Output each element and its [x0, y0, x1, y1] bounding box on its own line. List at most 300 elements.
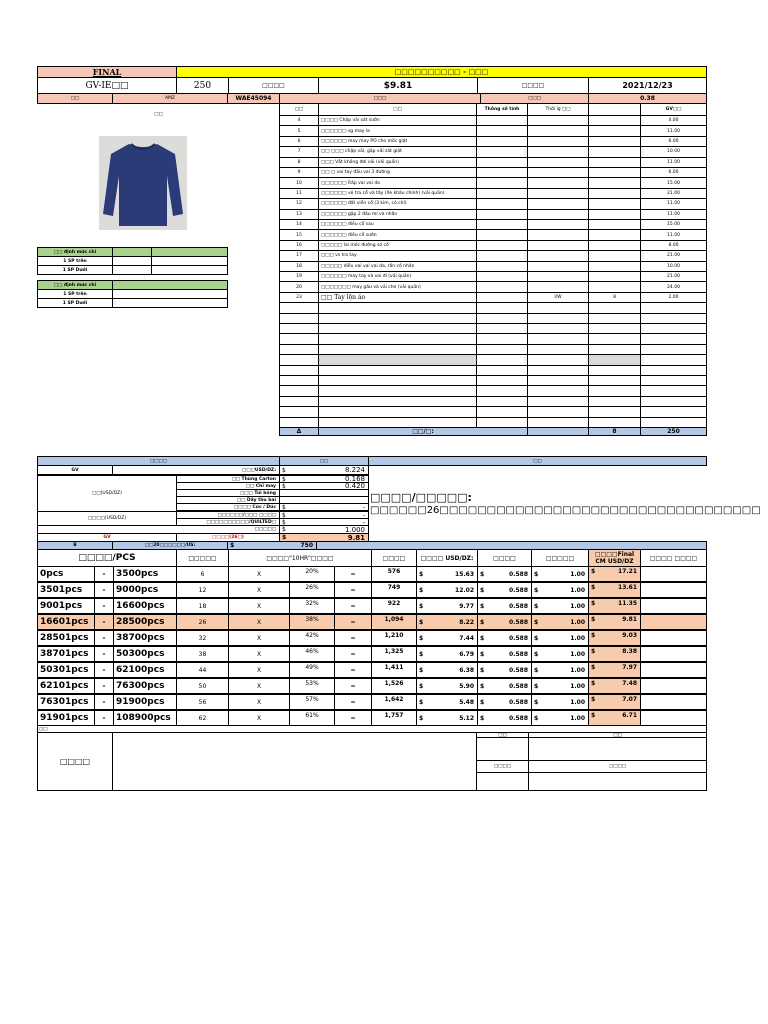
price-value: $9.81	[318, 77, 478, 94]
tier-to: 16600pcs	[113, 598, 177, 614]
header-cell-4: □□□	[279, 93, 481, 104]
tier-cm-val: 7.48	[622, 680, 637, 687]
dollar-sign: $	[282, 503, 286, 511]
tier-o-val: 1.00	[570, 618, 585, 626]
tier-cm-val: 7.97	[622, 664, 637, 671]
footer-h1: □□	[476, 732, 529, 738]
tier-row	[37, 678, 707, 694]
footer-h2: □□	[528, 732, 707, 738]
tier-n: 32	[176, 630, 229, 646]
op-number: 4	[279, 115, 319, 126]
spec-cell	[112, 298, 228, 308]
tier-v: 1,411	[371, 662, 417, 678]
ops-total-label: □□/□:	[318, 427, 528, 436]
tier-m-val: 0.588	[509, 618, 528, 626]
tier-cm	[588, 598, 641, 614]
shirt-icon	[99, 136, 187, 230]
tier-m	[477, 678, 532, 694]
tier-cm	[588, 710, 641, 726]
op-number: 6	[279, 136, 319, 147]
op-value: 8.00	[640, 240, 707, 251]
tier-cm-val: 11.35	[618, 600, 637, 607]
spec-row-2: 1 SP Dưới	[37, 265, 113, 275]
op-number: 5	[279, 125, 319, 136]
ops-total-qty: 8	[588, 427, 641, 436]
row-b-desc: □□20□□□□□□/US:	[112, 541, 228, 550]
op-name: □□□□ Chập vải sát sườn	[318, 115, 477, 126]
tier-dash: -	[94, 646, 114, 662]
op-name: □□□ Vắt không đơi vải (vải quần)	[318, 157, 477, 168]
tier-v: 1,325	[371, 646, 417, 662]
dollar-sign: $	[534, 650, 539, 658]
dollar-sign: $	[480, 650, 485, 658]
tier-x: X	[228, 614, 290, 630]
tier-cm-val: 17.21	[618, 568, 637, 575]
tier-n: 56	[176, 694, 229, 710]
op-value: 10.00	[640, 261, 707, 272]
footer-label: □□□□	[37, 732, 113, 791]
tier-usd	[416, 694, 478, 710]
op-value: 11.00	[640, 198, 707, 209]
tier-row	[37, 662, 707, 678]
tier-v: 922	[371, 598, 417, 614]
spec-label-2: □□ định mức chỉ	[37, 280, 113, 290]
tier-o	[531, 598, 589, 614]
op-name: □□□□□□ đất viền cổ (3 kim, có chỉ)	[318, 198, 477, 209]
footer-cell	[528, 737, 707, 761]
tier-n: 62	[176, 710, 229, 726]
cost-bar-right: □□	[368, 456, 707, 466]
tier-dash: -	[94, 566, 114, 582]
dollar-sign: $	[419, 634, 424, 642]
dollar-sign: $	[480, 698, 485, 706]
footer-cell	[476, 737, 529, 761]
op-name: □□ □ vai tay đầu vai 3 đường	[318, 167, 477, 178]
tier-o-val: 1.00	[570, 570, 585, 578]
tier-n: 6	[176, 566, 229, 582]
tier-extra	[640, 646, 707, 662]
op-number: 11	[279, 188, 319, 199]
customer-label: □□	[37, 93, 113, 104]
tier-x: X	[228, 678, 290, 694]
dollar-sign: $	[591, 584, 596, 591]
cost-bar-left: □□□□	[37, 456, 280, 466]
tier-o-val: 1.00	[570, 650, 585, 658]
tier-cm	[588, 662, 641, 678]
op-number: 12	[279, 198, 319, 209]
tier-x: X	[228, 646, 290, 662]
cost-usd-val: 8.224	[344, 466, 365, 474]
dollar-sign: $	[282, 526, 286, 533]
dollar-sign: $	[534, 714, 539, 722]
dollar-sign: $	[419, 698, 424, 706]
tier-pct: 42%	[289, 630, 335, 646]
cost-gv: GV	[37, 465, 113, 475]
tier-cm-val: 7.07	[622, 696, 637, 703]
tier-m-val: 0.588	[509, 586, 528, 594]
cost-carton-label: □□ Thùng Carton	[176, 475, 280, 483]
cost-cuc-value	[279, 503, 369, 511]
op-name: □□□□□□ may tay và vai đi (vải quần)	[318, 271, 477, 282]
tier-eq: =	[334, 614, 372, 630]
tier-to: 9000pcs	[113, 582, 177, 598]
tier-usd	[416, 662, 478, 678]
tier-o	[531, 662, 589, 678]
tier-from: 16601pcs	[37, 614, 95, 630]
tier-m	[477, 630, 532, 646]
tier-o	[531, 614, 589, 630]
tier-o	[531, 694, 589, 710]
op-value: 10.00	[640, 146, 707, 157]
dollar-sign: $	[282, 534, 287, 541]
price-label: □□□□	[228, 77, 319, 94]
header-row-2	[37, 77, 707, 94]
dollar-sign: $	[480, 570, 485, 578]
tier-usd-val: 6.79	[459, 650, 474, 658]
op-number: 23	[279, 292, 319, 303]
tier-v: 1,210	[371, 630, 417, 646]
tier-v: 1,526	[371, 678, 417, 694]
dollar-sign: $	[480, 602, 485, 610]
ops-total-blank	[527, 427, 589, 436]
tier-m-val: 0.588	[509, 634, 528, 642]
dollar-sign: $	[534, 682, 539, 690]
tier-usd-val: 5.12	[459, 714, 474, 722]
cost-left-2: □□□□(USD/DZ)	[37, 511, 177, 526]
tier-extra	[640, 694, 707, 710]
tier-eq: =	[334, 566, 372, 582]
tier-extra	[640, 566, 707, 582]
ops-col-price: GV□□	[640, 103, 707, 116]
ops-col-time: Thời lg □□	[527, 103, 589, 116]
tier-x: X	[228, 582, 290, 598]
op-value: 15.00	[640, 219, 707, 230]
dollar-sign: $	[419, 618, 424, 626]
op-number: 13	[279, 209, 319, 220]
tier-m-val: 0.588	[509, 650, 528, 658]
tier-usd	[416, 710, 478, 726]
op-name: □□□□□□ điều cổ sườn	[318, 229, 477, 240]
tier-to: 3500pcs	[113, 566, 177, 582]
tier-m	[477, 694, 532, 710]
tier-o-val: 1.00	[570, 586, 585, 594]
op-name: □□□□□ lai móc đường sơ cổ	[318, 240, 477, 251]
footer-notes	[112, 732, 477, 791]
tier-cm-val: 13.61	[618, 584, 637, 591]
tier-pct: 53%	[289, 678, 335, 694]
footer-b2: □□□□	[528, 760, 707, 773]
tier-m-val: 0.588	[509, 714, 528, 722]
tier-dash: -	[94, 710, 114, 726]
tier-usd-val: 5.48	[459, 698, 474, 706]
tier-o-val: 1.00	[570, 602, 585, 610]
cost-thread-val: 0.420	[344, 482, 365, 490]
op-value: 15.00	[640, 177, 707, 188]
tier-m	[477, 582, 532, 598]
dollar-sign: $	[480, 714, 485, 722]
row-b-label: B	[37, 541, 113, 550]
dollar-sign: $	[480, 586, 485, 594]
dollar-sign: $	[480, 682, 485, 690]
op-name: □□□□□□ sg may la	[318, 125, 477, 136]
dollar-sign: $	[591, 568, 596, 575]
tier-pct: 20%	[289, 566, 335, 582]
spec-label-1: □□ định mức chỉ	[37, 247, 113, 257]
tier-dash: -	[94, 662, 114, 678]
tier-o	[531, 678, 589, 694]
tier-extra	[640, 662, 707, 678]
op-name: □□□□□□□ may gấu và vải che (vải quần)	[318, 281, 477, 292]
tier-extra	[640, 614, 707, 630]
spec-row-1: 1 SP trên	[37, 256, 113, 266]
tier-cm	[588, 646, 641, 662]
op-number: 14	[279, 219, 319, 230]
spec-row-4: 1 SP Dưới	[37, 298, 113, 308]
tier-row	[37, 646, 707, 662]
tier-extra	[640, 678, 707, 694]
dollar-sign: $	[480, 618, 485, 626]
footer-cell	[476, 772, 529, 791]
tier-usd	[416, 614, 478, 630]
tier-m	[477, 710, 532, 726]
op-value: 21.00	[640, 271, 707, 282]
tier-dash: -	[94, 678, 114, 694]
tier-to: 28500pcs	[113, 614, 177, 630]
tier-to: 50300pcs	[113, 646, 177, 662]
ops-total-value: 250	[640, 427, 707, 436]
tier-col-extra: □□□□ □□□□	[640, 549, 707, 567]
tier-to: 76300pcs	[113, 678, 177, 694]
tier-x: X	[228, 598, 290, 614]
ops-total-delta: Δ	[279, 427, 319, 436]
tier-extra	[640, 710, 707, 726]
tier-from: 0pcs	[37, 566, 95, 582]
cost-thread-label: □□ Chỉ may	[176, 482, 280, 490]
tier-row	[37, 566, 707, 582]
cost-note-1: □□□□/□□□□□:	[370, 490, 472, 504]
tier-n: 50	[176, 678, 229, 694]
tier-m	[477, 614, 532, 630]
op-value: 21.00	[640, 188, 707, 199]
tier-o	[531, 646, 589, 662]
op-value: 24.00	[640, 281, 707, 292]
tier-m	[477, 598, 532, 614]
op-name: □□□□□□ điều cổ sau	[318, 219, 477, 230]
dollar-sign: $	[419, 650, 424, 658]
tier-x: X	[228, 630, 290, 646]
tier-eq: =	[334, 630, 372, 646]
tier-usd	[416, 582, 478, 598]
op-value: 11.00	[640, 229, 707, 240]
tier-m	[477, 646, 532, 662]
tier-to: 91900pcs	[113, 694, 177, 710]
cost-usd-label: □□□USD/DZ:	[112, 465, 280, 475]
final-label: FINAL	[37, 66, 177, 78]
tier-n: 38	[176, 646, 229, 662]
dollar-sign: $	[534, 634, 539, 642]
tier-extra	[640, 582, 707, 598]
dollar-sign: $	[419, 682, 424, 690]
cost-quilted-label: □□□□□□□□□□/QUILTED□	[176, 518, 280, 526]
tier-x: X	[228, 710, 290, 726]
cost-carton-val: 0.168	[344, 475, 365, 483]
tier-header	[37, 549, 707, 567]
tier-cm	[588, 582, 641, 598]
cost-dash: -	[362, 503, 365, 511]
op-number: 17	[279, 250, 319, 261]
tier-m-val: 0.588	[509, 602, 528, 610]
cost-dash: -	[362, 518, 365, 526]
row-b-val: 750	[300, 542, 313, 549]
dollar-sign: $	[534, 586, 539, 594]
dollar-sign: $	[419, 666, 424, 674]
tier-n: 12	[176, 582, 229, 598]
cost-red-label: □□□□(26□)	[176, 533, 280, 542]
tier-col-range: □□□□/PCS	[37, 549, 177, 567]
dollar-sign: $	[419, 602, 424, 610]
tier-n: 44	[176, 662, 229, 678]
tier-col-n: □□□□□	[176, 549, 229, 567]
tier-v: 749	[371, 582, 417, 598]
tier-cm	[588, 678, 641, 694]
op-name: □□□ vs tra tay	[318, 250, 477, 261]
tier-row	[37, 614, 707, 630]
tier-o	[531, 630, 589, 646]
tier-cm-val: 9.81	[622, 616, 637, 623]
op-value: 2.00	[640, 292, 707, 303]
op-number: 15	[279, 229, 319, 240]
tier-o	[531, 582, 589, 598]
tier-o-val: 1.00	[570, 666, 585, 674]
tier-cm-val: 6.71	[622, 712, 637, 719]
tier-m	[477, 566, 532, 582]
tier-cm	[588, 614, 641, 630]
dollar-sign: $	[534, 618, 539, 626]
tier-usd	[416, 678, 478, 694]
cost-belt-label: □□ Dây thu bai	[176, 496, 280, 504]
cost-bar-mid: □□	[279, 456, 369, 466]
dollar-sign: $	[591, 616, 596, 623]
header-cell-5: □□□	[480, 93, 589, 104]
tier-usd-val: 8.22	[459, 618, 474, 626]
op-name: □□□□□ diễu vai vai vai da, rắn cố nhãn	[318, 261, 477, 272]
op-number: 8	[279, 157, 319, 168]
op-value: 21.00	[640, 250, 707, 261]
tier-o-val: 1.00	[570, 682, 585, 690]
tier-from: 76301pcs	[37, 694, 95, 710]
tier-m-val: 0.588	[509, 666, 528, 674]
tier-to: 108900pcs	[113, 710, 177, 726]
tier-col-pct: □□□□"10HR"□□□□	[228, 549, 372, 567]
ops-col-name: □□	[318, 103, 477, 116]
tier-eq: =	[334, 646, 372, 662]
tier-row	[37, 694, 707, 710]
op-value: 6.00	[640, 136, 707, 147]
tier-from: 38701pcs	[37, 646, 95, 662]
order-qty: 250	[176, 77, 229, 94]
tier-pct: 61%	[289, 710, 335, 726]
tier-m-val: 0.588	[509, 698, 528, 706]
tier-from: 28501pcs	[37, 630, 95, 646]
tier-cm	[588, 630, 641, 646]
tier-to: 62100pcs	[113, 662, 177, 678]
dollar-sign: $	[419, 586, 424, 594]
tier-n: 26	[176, 614, 229, 630]
op-number: 10	[279, 177, 319, 188]
spec-cell	[151, 265, 228, 275]
footer-b1: □□□□	[476, 760, 529, 773]
tier-v: 1,642	[371, 694, 417, 710]
tier-from: 3501pcs	[37, 582, 95, 598]
tier-dash: -	[94, 614, 114, 630]
tier-from: 91901pcs	[37, 710, 95, 726]
tier-from: 62101pcs	[37, 678, 95, 694]
dollar-sign: $	[591, 600, 596, 607]
dollar-sign: $	[480, 634, 485, 642]
dollar-sign: $	[282, 482, 286, 490]
tier-m-val: 0.588	[509, 570, 528, 578]
op-name: □□□□□□ gập 2 đầu mí và nhãn	[318, 209, 477, 220]
dollar-sign: $	[282, 518, 286, 526]
dollar-sign: $	[230, 542, 235, 549]
op-name: □□ □□□ chập vải, gập vải sát giật	[318, 146, 477, 157]
dollar-sign: $	[282, 466, 286, 474]
tier-dash: -	[94, 694, 114, 710]
tier-cm-val: 8.38	[622, 648, 637, 655]
dollar-sign: $	[591, 632, 596, 639]
spec-row-3: 1 SP trên	[37, 289, 113, 299]
tier-v: 1,094	[371, 614, 417, 630]
tier-usd	[416, 598, 478, 614]
op-value: 11.00	[640, 209, 707, 220]
footer-small-label: □□	[37, 725, 707, 732]
tier-eq: =	[334, 678, 372, 694]
ops-col-no: □□	[279, 103, 319, 116]
tier-pct: 57%	[289, 694, 335, 710]
style-no: WAE45094	[227, 93, 280, 104]
tier-o-val: 1.00	[570, 698, 585, 706]
image-label: □□	[154, 112, 163, 117]
cost-left-3: □□□□□	[37, 525, 280, 534]
op-name: □□□□□□ may may PO cho môc giật	[318, 136, 477, 147]
dollar-sign: $	[591, 680, 596, 687]
tier-pct: 26%	[289, 582, 335, 598]
tier-usd-val: 5.90	[459, 682, 474, 690]
cost-final-val: 9.81	[347, 533, 365, 542]
date-label: □□□□	[477, 77, 589, 94]
tier-row	[37, 630, 707, 646]
cost-usd-value	[279, 465, 369, 475]
dollar-sign: $	[480, 666, 485, 674]
tier-eq: =	[334, 662, 372, 678]
op-value: 11.00	[640, 125, 707, 136]
tier-col-usd: □□□□ USD/DZ:	[416, 549, 478, 567]
dollar-sign: $	[534, 570, 539, 578]
tier-o	[531, 710, 589, 726]
dollar-sign: $	[534, 698, 539, 706]
cost-left-1: □□(USD/DZ)	[37, 475, 177, 512]
op-value: 6.00	[640, 167, 707, 178]
tier-row	[37, 710, 707, 726]
op-name: □□ Tay lộn áo	[318, 292, 477, 303]
op-number: 9	[279, 167, 319, 178]
dollar-sign: $	[419, 570, 424, 578]
tier-usd	[416, 630, 478, 646]
op-qty: 8	[588, 292, 641, 303]
cost-dash: -	[362, 511, 365, 519]
tier-x: X	[228, 566, 290, 582]
tier-usd-val: 6.38	[459, 666, 474, 674]
